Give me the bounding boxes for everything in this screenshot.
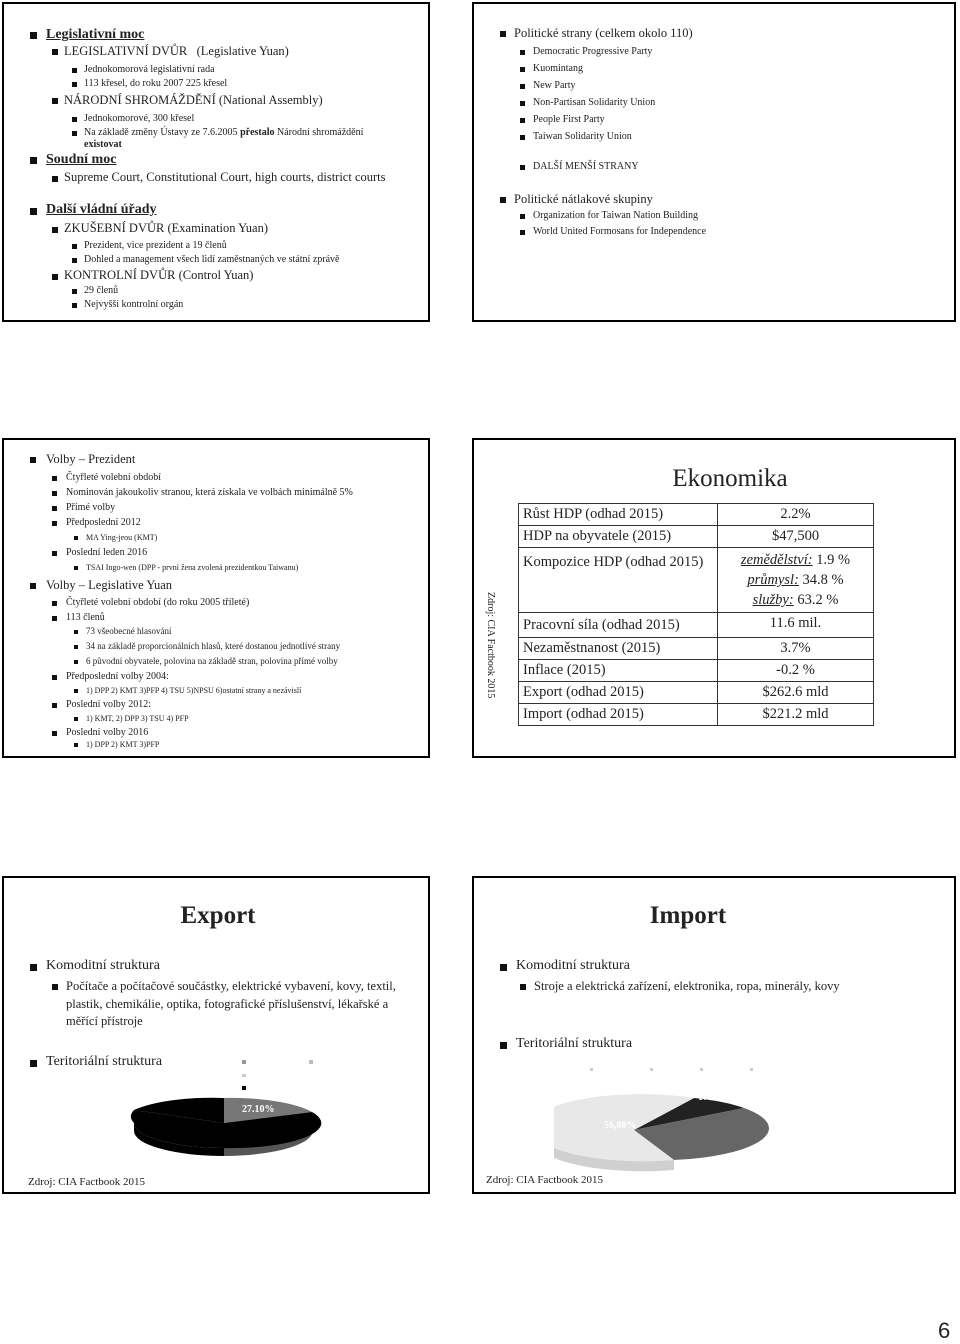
row-label: HDP na obyvatele (2015) — [519, 526, 718, 548]
bullet-icon — [74, 689, 78, 693]
leg-yuan: LEGISLATIVNÍ DVŮR (Legislative Yuan) — [64, 44, 289, 58]
page-number: 6 — [938, 1318, 951, 1343]
legend-marker — [242, 1086, 246, 1090]
bullet-icon — [52, 616, 57, 621]
bullet-icon — [74, 717, 78, 721]
row-label: Nezaměstnanost (2015) — [519, 638, 718, 660]
bullet-icon — [72, 258, 77, 263]
bullet-icon — [30, 964, 37, 971]
heading-other: Další vládní úřady — [46, 202, 157, 217]
table-row — [519, 548, 874, 613]
row-value: $221.2 mld — [718, 704, 874, 726]
import-territorial-heading: Teritoriální struktura — [516, 1036, 633, 1051]
leg-item: Čtyřleté volební období (do roku 2005 tříleté) — [66, 597, 250, 608]
bullet-icon — [520, 118, 525, 123]
bullet-icon — [72, 244, 77, 249]
bullet-icon — [52, 506, 57, 511]
leg-item: Poslední volby 2016 — [66, 727, 149, 738]
bullet-icon — [520, 230, 525, 235]
bullet-icon — [520, 50, 525, 55]
legend-marker — [650, 1068, 653, 1071]
table-row — [519, 682, 874, 704]
bullet-icon — [74, 660, 78, 664]
ctrl-item: 29 členů — [84, 285, 119, 296]
leg-item: Předposlední volby 2004: — [66, 671, 169, 682]
leg-item: 113 členů — [66, 612, 105, 623]
leg-subitem: 1) DPP 2) KMT 3)PFP — [86, 740, 160, 749]
bullet-icon — [520, 984, 526, 990]
row-value: -0.2 % — [718, 660, 874, 682]
table-row — [519, 613, 874, 638]
party-item: Kuomintang — [533, 63, 583, 74]
bullet-icon — [72, 303, 77, 308]
parties-heading: Politické strany (celkem okolo 110) — [514, 26, 693, 40]
bullet-icon — [52, 521, 57, 526]
slide-import — [472, 876, 956, 1194]
bullet-icon — [74, 743, 78, 747]
row-value: zemědělství: 1.9 % průmysl: 34.8 % služby: 63.2 % — [718, 548, 874, 613]
bullet-icon — [74, 566, 78, 570]
exam-item: Dohled a management všech lidí zaměstnaných ve státní zprávě — [84, 254, 340, 265]
legend-marker — [700, 1068, 703, 1071]
table-row — [519, 526, 874, 548]
bullet-icon — [72, 117, 77, 122]
export-commodity-text: Počítače a počítačové součástky, elektrické vybavení, kovy, textil, plastik, chemikálie, optika, fotografické příslušenství, lékařské a měřící přístroje — [66, 979, 396, 1028]
bullet-icon — [520, 67, 525, 72]
pie-data-label: 56,80% — [604, 1120, 637, 1131]
bullet-icon — [52, 675, 57, 680]
pres-heading: Volby – Prezident — [46, 452, 136, 466]
pres-item: Čtyřleté volební období — [66, 472, 161, 483]
pie-data-label: 27.10% — [242, 1104, 275, 1115]
bullet-icon — [500, 964, 507, 971]
table-row — [519, 504, 874, 526]
pres-item: Přímé volby — [66, 502, 116, 513]
pres-subitem: MA Ying-jeou (KMT) — [86, 533, 158, 542]
bullet-icon — [30, 457, 36, 463]
bullet-icon — [74, 630, 78, 634]
courts: Supreme Court, Constitutional Court, high courts, district courts — [64, 170, 386, 184]
bullet-icon — [52, 176, 58, 182]
party-item: New Party — [533, 80, 576, 91]
bullet-icon — [52, 703, 57, 708]
legend-marker — [750, 1068, 753, 1071]
party-item: Taiwan Solidarity Union — [533, 131, 632, 142]
exam-item: Prezident, vice prezident a 19 členů — [84, 240, 227, 251]
heading-legislative: Legislativní moc — [46, 27, 145, 42]
slide-elections — [2, 438, 430, 758]
side-source: Zdroj: CIA Factbook 2015 — [485, 592, 496, 699]
bullet-icon — [30, 583, 36, 589]
export-territorial-heading: Teritoriální struktura — [46, 1054, 163, 1069]
table-row — [519, 638, 874, 660]
national-assembly: NÁRODNÍ SHROMÁŽDĚNÍ (National Assembly) — [64, 93, 323, 107]
bullet-icon — [52, 731, 57, 736]
row-value: 11.6 mil. — [718, 613, 874, 638]
leg-subitem: 34 na základě proporcionálních hlasů, které dostanou jednotlivé strany — [86, 641, 341, 651]
leg-item: Jednokomorová legislativní rada — [84, 64, 215, 75]
table-row — [519, 704, 874, 726]
smaller-parties: DALŠÍ MENŠÍ STRANY — [533, 161, 639, 172]
bullet-icon — [72, 82, 77, 87]
bullet-icon — [74, 645, 78, 649]
row-value: 3.7% — [718, 638, 874, 660]
economy-title: Ekonomika — [672, 465, 788, 492]
bullet-icon — [52, 49, 58, 55]
row-label: Import (odhad 2015) — [519, 704, 718, 726]
bullet-icon — [30, 208, 37, 215]
slide-economy — [472, 438, 956, 758]
party-item: Non-Partisan Solidarity Union — [533, 97, 656, 108]
leg-subitem: 1) KMT, 2) DPP 3) TSU 4) PFP — [86, 714, 189, 723]
bullet-icon — [72, 131, 77, 136]
import-pie-chart — [554, 1058, 854, 1178]
export-title: Export — [180, 902, 256, 929]
bullet-icon — [52, 984, 58, 990]
import-source: Zdroj: CIA Factbook 2015 — [486, 1174, 604, 1186]
leg-subitem: 73 všeobecné hlasování — [86, 626, 172, 636]
bullet-icon — [52, 98, 58, 104]
row-value: $262.6 mld — [718, 682, 874, 704]
bullet-icon — [520, 165, 525, 170]
pressure-item: World United Formosans for Independence — [533, 226, 707, 237]
pres-subitem: TSAI Ingo-wen (DPP - první žena zvolená prezidentkou Taiwanu) — [86, 563, 299, 572]
na-item: Jednokomorové, 300 křesel — [84, 113, 195, 124]
bullet-icon — [520, 84, 525, 89]
heading-judicial: Soudní moc — [46, 152, 117, 167]
bullet-icon — [30, 1060, 37, 1067]
row-label: Pracovní síla (odhad 2015) — [519, 613, 718, 638]
row-label: Kompozice HDP (odhad 2015) — [519, 548, 718, 613]
party-item: Democratic Progressive Party — [533, 46, 653, 57]
import-commodity-heading: Komoditní struktura — [516, 958, 630, 973]
slide-export — [2, 876, 430, 1194]
bullet-icon — [52, 491, 57, 496]
control-yuan: KONTROLNÍ DVŮR (Control Yuan) — [64, 268, 254, 282]
export-pie-chart — [124, 1048, 424, 1158]
bullet-icon — [520, 214, 525, 219]
bullet-icon — [52, 476, 57, 481]
leg-subitem: 6 původní obyvatele, polovina na základě stran, polovina přímé volby — [86, 656, 338, 666]
pressure-heading: Politické nátlakové skupiny — [514, 192, 653, 206]
bullet-icon — [30, 32, 37, 39]
leg-item: 113 křesel, do roku 2007 225 křesel — [84, 78, 228, 89]
bullet-icon — [52, 601, 57, 606]
legend-marker — [242, 1060, 246, 1064]
bullet-icon — [52, 227, 58, 233]
leg-heading: Volby – Legislative Yuan — [46, 578, 173, 592]
na-item-cont: existovat — [84, 139, 122, 150]
export-commodity-heading: Komoditní struktura — [46, 958, 160, 973]
import-title: Import — [649, 902, 727, 929]
pressure-item: Organization for Taiwan Nation Building — [533, 210, 699, 221]
economy-table — [518, 503, 874, 726]
row-label: Růst HDP (odhad 2015) — [519, 504, 718, 526]
export-source: Zdroj: CIA Factbook 2015 — [28, 1176, 146, 1188]
pres-item: Nominován jakoukoliv stranou, která získala ve volbách minimálně 5% — [66, 487, 353, 498]
legend-marker — [590, 1068, 593, 1071]
leg-subitem: 1) DPP 2) KMT 3)PFP 4) TSU 5)NPSU 6)ostatní strany a nezávislí — [86, 686, 302, 695]
bullet-icon — [520, 135, 525, 140]
bullet-icon — [520, 101, 525, 106]
leg-item: Poslední volby 2012: — [66, 699, 152, 710]
bullet-icon — [72, 289, 77, 294]
row-label: Inflace (2015) — [519, 660, 718, 682]
bullet-icon — [500, 31, 506, 37]
slide-parties — [472, 2, 956, 322]
bullet-icon — [72, 68, 77, 73]
bullet-icon — [500, 197, 506, 203]
exam-yuan: ZKUŠEBNÍ DVŮR (Examination Yuan) — [64, 221, 269, 235]
legend-marker — [242, 1074, 246, 1077]
table-row — [519, 660, 874, 682]
bullet-icon — [74, 536, 78, 540]
bullet-icon — [52, 274, 58, 280]
bullet-icon — [500, 1042, 507, 1049]
row-value: $47,500 — [718, 526, 874, 548]
slide-government — [2, 2, 430, 322]
import-commodity-text: Stroje a elektrická zařízení, elektronika, ropa, minerály, kovy — [534, 979, 840, 993]
party-item: People First Party — [533, 114, 605, 125]
pie-data-label: 17.6% — [698, 1092, 726, 1103]
bullet-icon — [52, 551, 57, 556]
row-value: 2.2% — [718, 504, 874, 526]
pres-item: Poslední leden 2016 — [66, 547, 148, 558]
row-label: Export (odhad 2015) — [519, 682, 718, 704]
bullet-icon — [30, 157, 37, 164]
legend-marker — [309, 1060, 313, 1064]
pres-item: Předposlední 2012 — [66, 517, 141, 528]
ctrl-item: Nejvyšší kontrolní orgán — [84, 299, 184, 310]
na-item: Na základě změny Ústavy ze 7.6.2005 přestalo Národní shromáždění — [84, 127, 364, 138]
